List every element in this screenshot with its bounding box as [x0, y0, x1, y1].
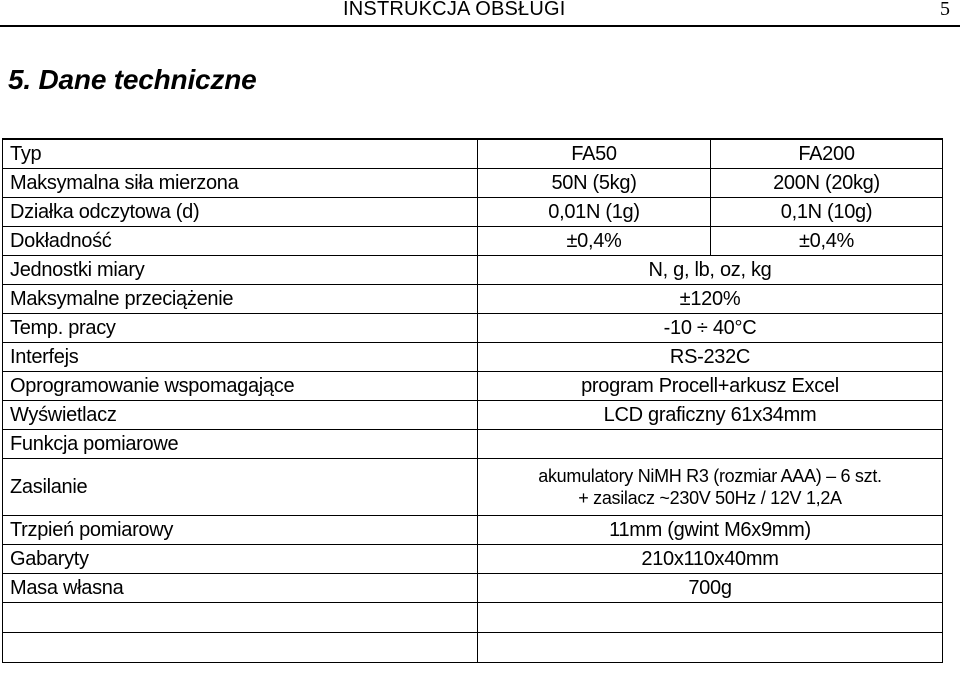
empty-cell — [3, 603, 478, 633]
table-row-dimensions — [3, 545, 943, 574]
row-label-function: Funkcja pomiarowe — [3, 430, 478, 459]
model-fa50: FA50 — [478, 139, 711, 169]
row-label-dimensions: Gabaryty — [3, 545, 478, 574]
table-row-type — [3, 139, 943, 169]
table-row-accuracy — [3, 227, 943, 256]
row-label-weight: Masa własna — [3, 574, 478, 603]
table-row-empty — [3, 603, 943, 633]
max-force-fa200: 200N (20kg) — [711, 169, 943, 198]
table-row-temperature — [3, 314, 943, 343]
dimensions-value: 210x110x40mm — [478, 545, 943, 574]
section-title: 5. Dane techniczne — [8, 64, 257, 95]
table-row-weight — [3, 574, 943, 603]
header-title: INSTRUKCJA OBSŁUGI — [343, 0, 566, 20]
header-divider — [0, 25, 960, 27]
row-label-accuracy: Dokładność — [3, 227, 478, 256]
table-row-division — [3, 198, 943, 227]
function-value — [478, 430, 943, 459]
power-value — [478, 459, 943, 516]
software-value: program Procell+arkusz Excel — [478, 372, 943, 401]
table-row-interface — [3, 343, 943, 372]
spindle-value: 11mm (gwint M6x9mm) — [478, 516, 943, 545]
table-row-function — [3, 430, 943, 459]
page-number: 5 — [940, 0, 950, 20]
power-line-batteries: akumulatory NiMH R3 (rozmiar AAA) – 6 szt. — [538, 466, 882, 486]
empty-cell — [478, 603, 943, 633]
row-label-type: Typ — [3, 139, 478, 169]
table-row-empty — [3, 633, 943, 663]
accuracy-fa200: ±0,4% — [711, 227, 943, 256]
display-value: LCD graficzny 61x34mm — [478, 401, 943, 430]
division-fa200: 0,1N (10g) — [711, 198, 943, 227]
interface-value: RS-232C — [478, 343, 943, 372]
overload-value: ±120% — [478, 285, 943, 314]
table-row-power — [3, 459, 943, 516]
table-row-units — [3, 256, 943, 285]
units-value: N, g, lb, oz, kg — [478, 256, 943, 285]
empty-cell — [478, 633, 943, 663]
division-fa50: 0,01N (1g) — [478, 198, 711, 227]
row-label-units: Jednostki miary — [3, 256, 478, 285]
table-row-display — [3, 401, 943, 430]
row-label-display: Wyświetlacz — [3, 401, 478, 430]
empty-cell — [3, 633, 478, 663]
row-label-spindle: Trzpień pomiarowy — [3, 516, 478, 545]
table-row-overload — [3, 285, 943, 314]
temperature-value: -10 ÷ 40°C — [478, 314, 943, 343]
row-label-interface: Interfejs — [3, 343, 478, 372]
table-row-software — [3, 372, 943, 401]
page-header — [0, 0, 960, 26]
table-row-max-force — [3, 169, 943, 198]
row-label-power: Zasilanie — [3, 459, 478, 516]
row-label-overload: Maksymalne przeciążenie — [3, 285, 478, 314]
row-label-temperature: Temp. pracy — [3, 314, 478, 343]
technical-data-table — [2, 138, 943, 663]
row-label-max-force: Maksymalna siła mierzona — [3, 169, 478, 198]
row-label-division: Działka odczytowa (d) — [3, 198, 478, 227]
row-label-software: Oprogramowanie wspomagające — [3, 372, 478, 401]
model-fa200: FA200 — [711, 139, 943, 169]
max-force-fa50: 50N (5kg) — [478, 169, 711, 198]
weight-value: 700g — [478, 574, 943, 603]
power-line-adapter: + zasilacz ~230V 50Hz / 12V 1,2A — [578, 488, 842, 508]
accuracy-fa50: ±0,4% — [478, 227, 711, 256]
table-row-spindle — [3, 516, 943, 545]
